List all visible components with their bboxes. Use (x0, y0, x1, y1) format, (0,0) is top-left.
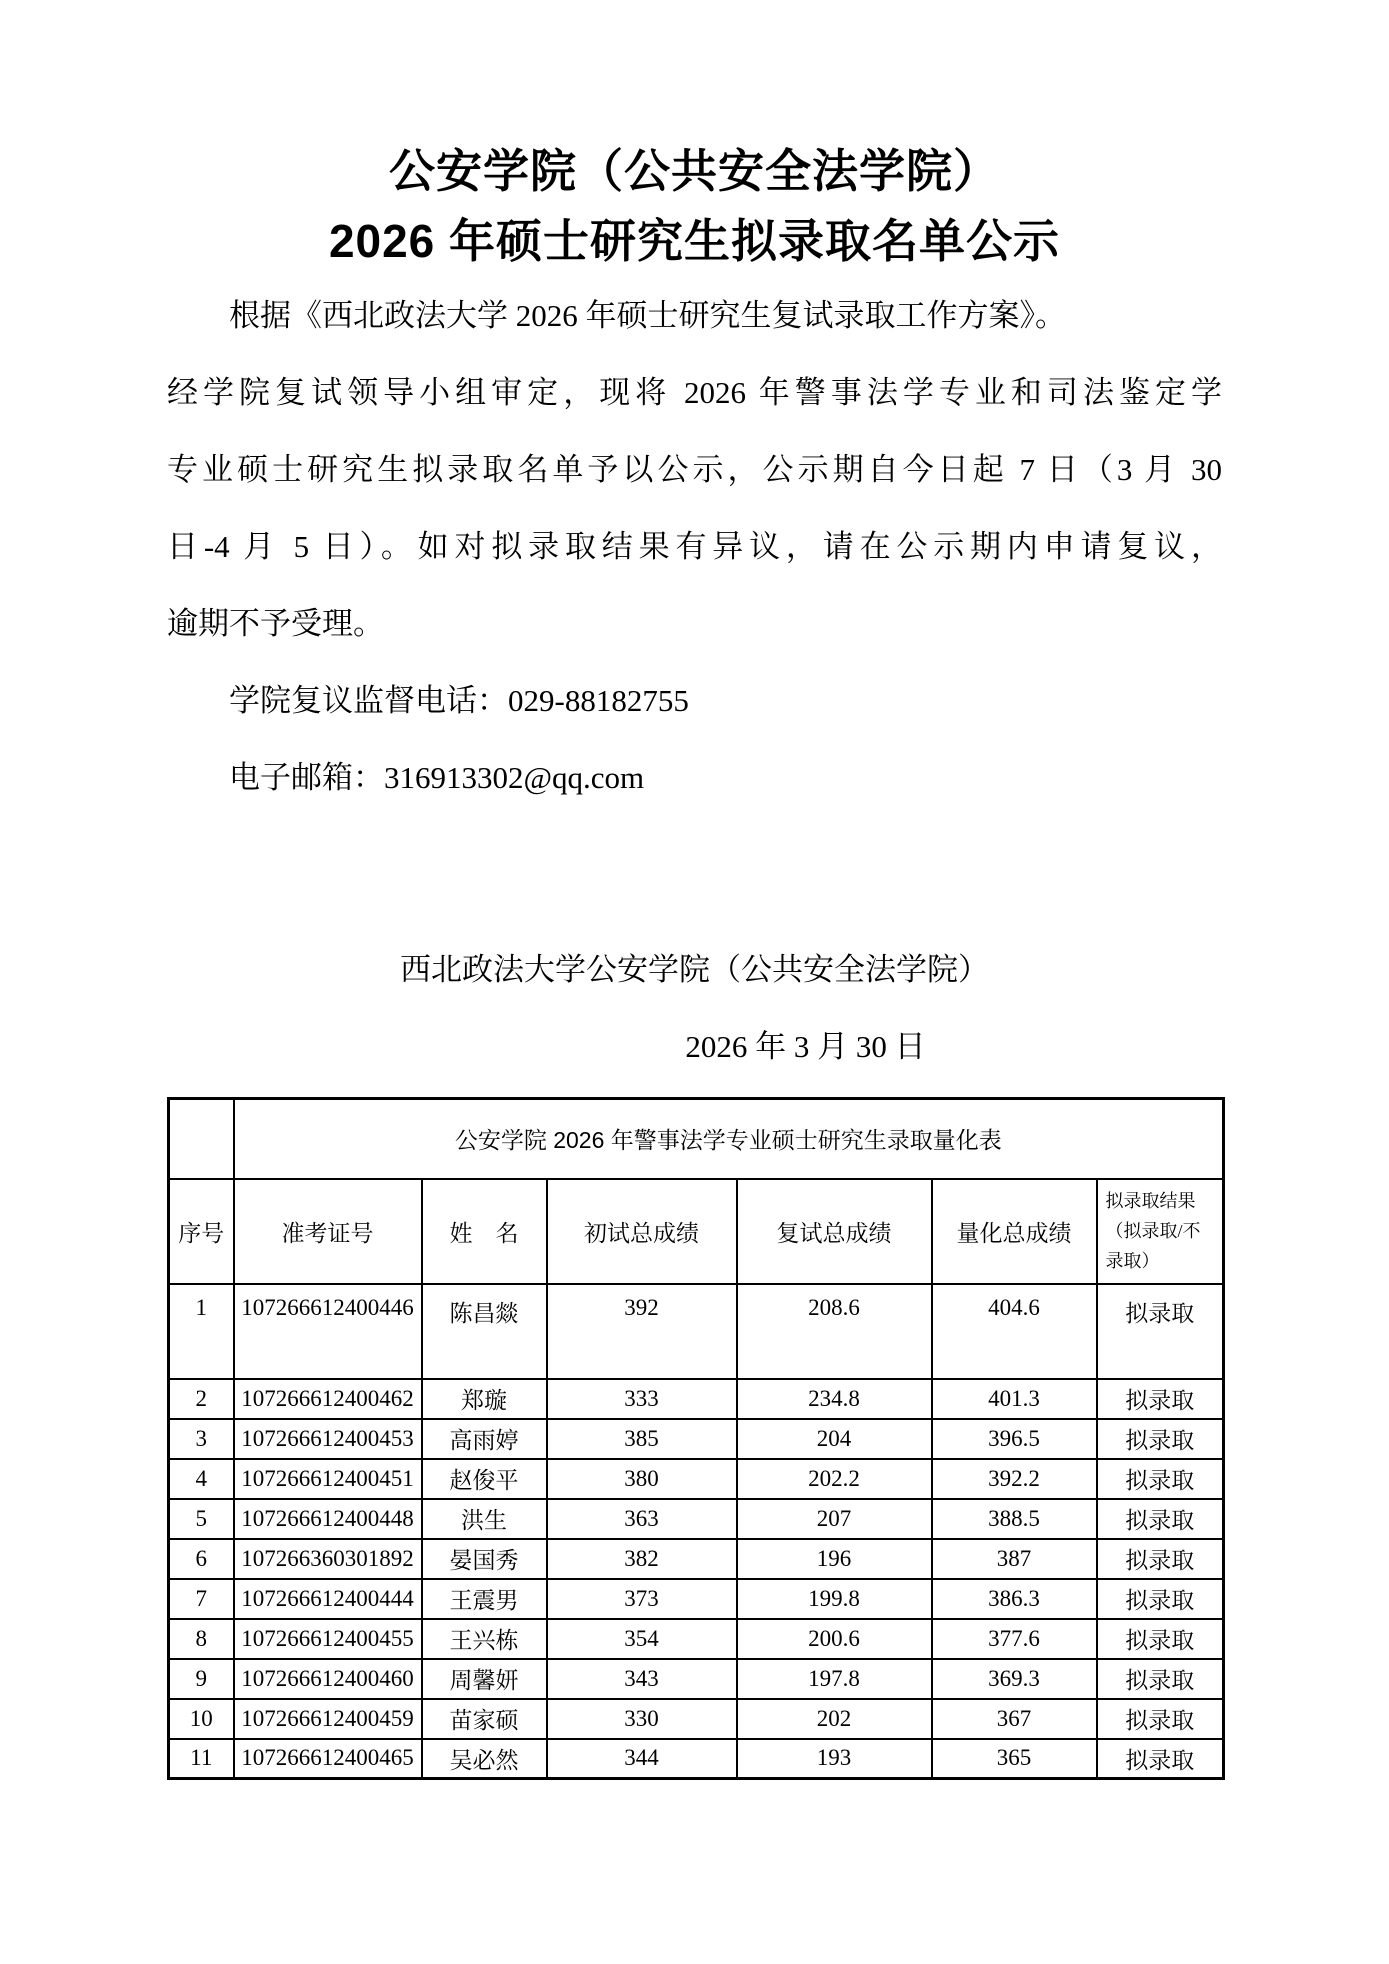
cell-result: 拟录取 (1097, 1379, 1224, 1419)
cell-quantified-score: 388.5 (932, 1499, 1097, 1539)
cell-retest-score: 196 (737, 1539, 932, 1579)
cell-result: 拟录取 (1097, 1699, 1224, 1739)
table-row (169, 1539, 1224, 1579)
cell-initial-score: 363 (547, 1499, 737, 1539)
cell-quantified-score: 367 (932, 1699, 1097, 1739)
cell-quantified-score: 369.3 (932, 1659, 1097, 1699)
table-row (169, 1459, 1224, 1499)
cell-quantified-score: 392.2 (932, 1459, 1097, 1499)
cell-exam-no: 107266612400460 (234, 1659, 422, 1699)
announcement-body (167, 277, 1222, 816)
document-title-line1: 公安学院（公共安全法学院） (389, 145, 1000, 197)
cell-retest-score: 202.2 (737, 1459, 932, 1499)
cell-initial-score: 382 (547, 1539, 737, 1579)
table-row (169, 1619, 1224, 1659)
email-line: 电子邮箱：316913302@qq.com (229, 760, 645, 795)
cell-retest-score: 199.8 (737, 1579, 932, 1619)
cell-quantified-score: 386.3 (932, 1579, 1097, 1619)
signature-line: 西北政法大学公安学院（公共安全法学院） (400, 952, 989, 987)
cell-name: 晏国秀 (422, 1539, 547, 1579)
cell-result: 拟录取 (1097, 1284, 1224, 1379)
cell-retest-score: 234.8 (737, 1379, 932, 1419)
table-title-row (169, 1099, 1224, 1179)
table-row (169, 1499, 1224, 1539)
cell-quantified-score: 401.3 (932, 1379, 1097, 1419)
cell-exam-no: 107266612400446 (234, 1284, 422, 1379)
cell-initial-score: 330 (547, 1699, 737, 1739)
cell-result: 拟录取 (1097, 1619, 1224, 1659)
body-line-4: 日-4 月 5 日）。如对拟录取结果有异议，请在公示期内申请复议， (167, 529, 1222, 564)
cell-name: 郑璇 (422, 1379, 547, 1419)
cell-exam-no: 107266612400455 (234, 1619, 422, 1659)
cell-retest-score: 204 (737, 1419, 932, 1459)
cell-quantified-score: 365 (932, 1739, 1097, 1779)
cell-retest-score: 200.6 (737, 1619, 932, 1659)
table-row (169, 1379, 1224, 1419)
cell-retest-score: 197.8 (737, 1659, 932, 1699)
column-header-exam-no: 准考证号 (234, 1179, 422, 1284)
cell-name: 王震男 (422, 1579, 547, 1619)
cell-initial-score: 385 (547, 1419, 737, 1459)
cell-index: 1 (169, 1284, 234, 1379)
column-header-quantified-score: 量化总成绩 (932, 1179, 1097, 1284)
date-line: 2026 年 3 月 30 日 (685, 1029, 926, 1064)
cell-index: 5 (169, 1499, 234, 1539)
cell-retest-score: 207 (737, 1499, 932, 1539)
table-row (169, 1739, 1224, 1779)
cell-exam-no: 107266612400459 (234, 1699, 422, 1739)
body-line-1: 根据《西北政法大学 2026 年硕士研究生复试录取工作方案》。 (229, 298, 1066, 333)
cell-index: 8 (169, 1619, 234, 1659)
column-header-initial-score: 初试总成绩 (547, 1179, 737, 1284)
cell-name: 周馨妍 (422, 1659, 547, 1699)
table-corner-cell (169, 1099, 234, 1179)
cell-name: 陈昌燚 (422, 1284, 547, 1379)
cell-initial-score: 354 (547, 1619, 737, 1659)
table-row (169, 1284, 1224, 1379)
table-title: 公安学院 2026 年警事法学专业硕士研究生录取量化表 (234, 1099, 1224, 1179)
cell-exam-no: 107266612400462 (234, 1379, 422, 1419)
body-line-3: 专业硕士研究生拟录取名单予以公示，公示期自今日起 7 日（3 月 30 (167, 452, 1222, 487)
admission-table (167, 1097, 1225, 1780)
table-row (169, 1659, 1224, 1699)
document-title-line2: 2026 年硕士研究生拟录取名单公示 (328, 215, 1061, 267)
cell-retest-score: 202 (737, 1699, 932, 1739)
cell-index: 6 (169, 1539, 234, 1579)
cell-initial-score: 333 (547, 1379, 737, 1419)
cell-retest-score: 208.6 (737, 1284, 932, 1379)
column-header-index: 序号 (169, 1179, 234, 1284)
cell-initial-score: 392 (547, 1284, 737, 1379)
cell-index: 4 (169, 1459, 234, 1499)
cell-index: 7 (169, 1579, 234, 1619)
cell-name: 高雨婷 (422, 1419, 547, 1459)
table-row (169, 1419, 1224, 1459)
cell-name: 吴必然 (422, 1739, 547, 1779)
cell-index: 10 (169, 1699, 234, 1739)
cell-quantified-score: 404.6 (932, 1284, 1097, 1379)
cell-result: 拟录取 (1097, 1659, 1224, 1699)
cell-index: 11 (169, 1739, 234, 1779)
table-header-row (169, 1179, 1224, 1284)
cell-quantified-score: 396.5 (932, 1419, 1097, 1459)
cell-exam-no: 107266612400453 (234, 1419, 422, 1459)
cell-exam-no: 107266612400444 (234, 1579, 422, 1619)
cell-index: 2 (169, 1379, 234, 1419)
column-header-retest-score: 复试总成绩 (737, 1179, 932, 1284)
cell-retest-score: 193 (737, 1739, 932, 1779)
cell-name: 洪生 (422, 1499, 547, 1539)
cell-name: 赵俊平 (422, 1459, 547, 1499)
cell-result: 拟录取 (1097, 1419, 1224, 1459)
cell-initial-score: 343 (547, 1659, 737, 1699)
cell-exam-no: 107266612400451 (234, 1459, 422, 1499)
phone-line: 学院复议监督电话：029-88182755 (229, 683, 689, 718)
cell-quantified-score: 377.6 (932, 1619, 1097, 1659)
cell-index: 9 (169, 1659, 234, 1699)
cell-result: 拟录取 (1097, 1539, 1224, 1579)
cell-initial-score: 373 (547, 1579, 737, 1619)
table-row (169, 1699, 1224, 1739)
cell-result: 拟录取 (1097, 1499, 1224, 1539)
table-row (169, 1579, 1224, 1619)
column-header-result: 拟录取结果（拟录取/不录取） (1097, 1179, 1224, 1284)
admission-table-body (169, 1284, 1224, 1779)
cell-quantified-score: 387 (932, 1539, 1097, 1579)
cell-name: 王兴栋 (422, 1619, 547, 1659)
cell-result: 拟录取 (1097, 1579, 1224, 1619)
cell-exam-no: 107266612400465 (234, 1739, 422, 1779)
column-header-name: 姓 名 (422, 1179, 547, 1284)
cell-name: 苗家硕 (422, 1699, 547, 1739)
cell-initial-score: 344 (547, 1739, 737, 1779)
cell-exam-no: 107266360301892 (234, 1539, 422, 1579)
body-line-2: 经学院复试领导小组审定，现将 2026 年警事法学专业和司法鉴定学 (167, 375, 1222, 410)
cell-exam-no: 107266612400448 (234, 1499, 422, 1539)
body-line-5: 逾期不予受理。 (167, 606, 384, 641)
cell-index: 3 (169, 1419, 234, 1459)
cell-initial-score: 380 (547, 1459, 737, 1499)
cell-result: 拟录取 (1097, 1459, 1224, 1499)
cell-result: 拟录取 (1097, 1739, 1224, 1779)
